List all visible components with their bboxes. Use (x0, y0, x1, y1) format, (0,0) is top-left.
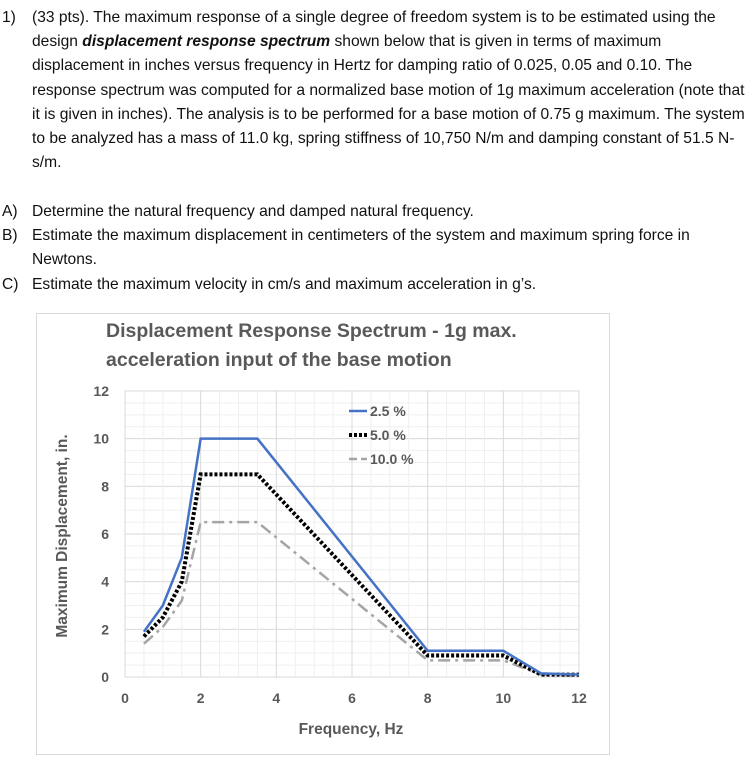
x-tick-label: 8 (423, 690, 432, 706)
y-axis-ticks (93, 383, 109, 685)
problem-text-a: The maximum response of a single degree of freedom system is to be estimated using the design (32, 9, 716, 51)
legend-label: 5.0 % (370, 427, 406, 443)
response-spectrum-chart (36, 313, 610, 755)
part-b-label: B) (2, 227, 18, 245)
part-c-text: Estimate the maximum velocity in cm/s and maximum acceleration in g’s. (32, 275, 537, 293)
x-tick-label: 10 (495, 690, 512, 706)
problem-points: (33 pts). (32, 9, 90, 26)
question-parts (2, 200, 750, 297)
part-c-label: C) (2, 275, 19, 293)
x-tick-label: 6 (348, 690, 356, 706)
part-b-text: Estimate the maximum displacement in centimeters of the system and maximum spring force in Newtons. (32, 227, 690, 269)
part-a-text: Determine the natural frequency and damped natural frequency. (32, 203, 474, 220)
problem-statement (2, 6, 750, 175)
legend-label: 10.0 % (370, 451, 414, 467)
part-c (2, 273, 750, 297)
x-tick-label: 2 (196, 690, 205, 706)
problem-text-b: shown below that is given in terms of maximum displacement in inches versus frequency in Hertz for damping ratio of 0.025, 0.05 and 0.10. The response spectrum was computed for a normalized base motion of 1g maximum acceleration (note that it is given in inches). The analysis is to be performed for a base motion of 0.75 g maximum. The system to be analyzed has a mass of 11.0 kg, spring stiffness of 10,750 N/m and damping constant of 51.5 N-s/m. (32, 33, 745, 172)
problem-emphasis: displacement response spectrum (82, 33, 331, 51)
chart-canvas (37, 314, 609, 754)
x-axis-label: Frequency, Hz (298, 721, 404, 738)
series-line-50 (144, 474, 579, 674)
part-a (2, 200, 750, 224)
y-tick-label: 4 (101, 573, 109, 590)
y-tick-label: 6 (101, 526, 109, 542)
y-tick-label: 8 (101, 478, 109, 495)
y-tick-label: 12 (93, 383, 109, 399)
chart-title-line2: acceleration input of the base motion (106, 349, 452, 371)
part-a-label: A) (2, 203, 18, 220)
y-tick-label: 2 (101, 621, 109, 638)
legend-label: 2.5 % (370, 403, 406, 419)
x-tick-label: 4 (272, 690, 281, 706)
problem-body (32, 6, 750, 175)
x-tick-label: 12 (571, 690, 587, 706)
problem-number: 1) (2, 9, 16, 26)
part-b (2, 224, 750, 272)
y-tick-label: 0 (101, 669, 109, 685)
chart-title-line1: Displacement Response Spectrum - 1g max. (106, 320, 517, 342)
x-axis-ticks (121, 690, 587, 706)
y-axis-label: Maximum Displacement, in. (54, 434, 71, 638)
chart-legend (349, 403, 414, 467)
x-tick-label: 0 (121, 690, 129, 706)
y-tick-label: 10 (93, 430, 109, 447)
